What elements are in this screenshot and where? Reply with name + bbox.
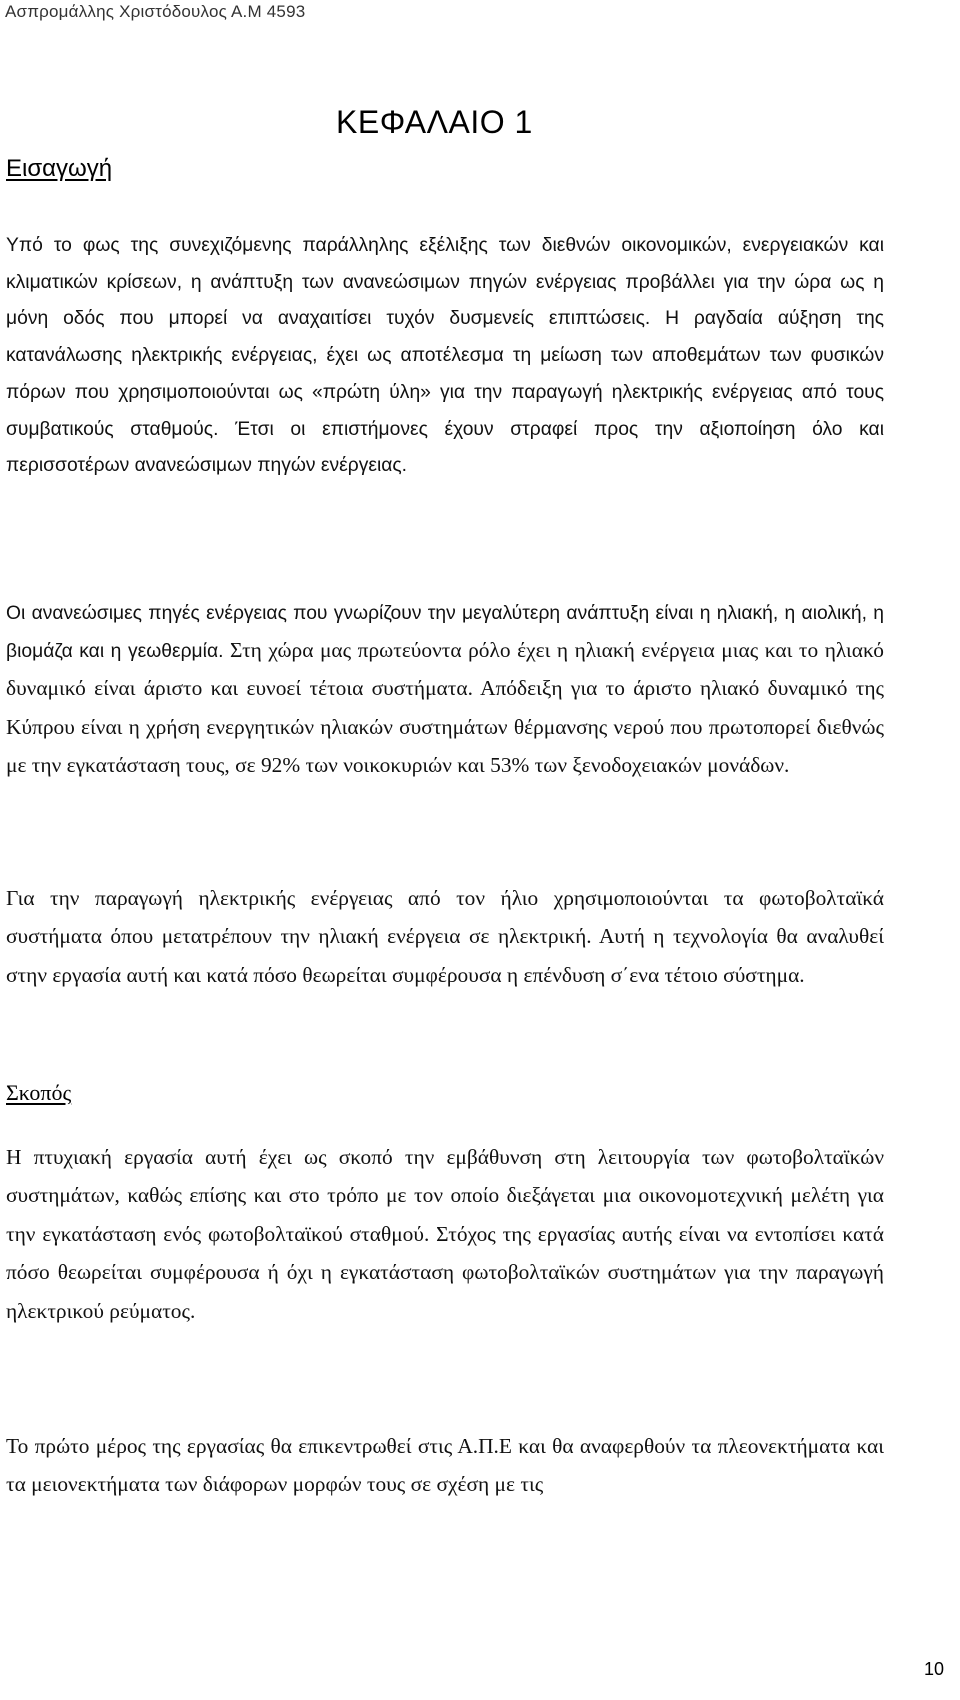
- section-heading-aim: Σκοπός: [6, 1080, 72, 1105]
- paragraph-intro-1: Υπό το φως της συνεχιζόμενης παράλληλης εξέλιξης των διεθνών οικονομικών, ενεργειακών και κλιματικών κρίσεων, η ανάπτυξη των ανανεώσιμων πηγών ενέργειας προβάλλει για την ώρα ως η μόνη οδός που μπορεί να αναχαιτίσει τυχόν δυσμενείς επιπτώσεις. Η ραγδαία αύξηση της κατανάλωσης ηλεκτρικής ενέργειας, έχει ως αποτέλεσμα τη μείωση των αποθεμάτων των φυσικών πόρων που χρησιμοποιούνται ως «πρώτη ύλη» για την παραγωγή ηλεκτρικής ενέργειας από τους συμβατικούς σταθμούς. Έτσι οι επιστήμονες έχουν στραφεί προς την αξιοποίηση όλο και περισσοτέρων ανανεώσιμων πηγών ενέργειας.: [6, 235, 884, 477]
- chapter-title: ΚΕΦΑΛΑΙΟ 1: [336, 104, 533, 140]
- paragraph-aim-1: Η πτυχιακή εργασία αυτή έχει ως σκοπό την εμβάθυνση στη λειτουργία των φωτοβολταϊκών συστημάτων, καθώς επίσης και στο τρόπο με τον οποίο διεξάγεται μια οικονομοτεχνική μελέτη για την εγκατάσταση ενός φωτοβολταϊκού σταθμού. Στόχος της εργασίας αυτής είναι να εντοπίσει κατά πόσο θεωρείται συμφέρουσα ή όχι η εγκατάσταση φωτοβολταϊκών συστημάτων για την παραγωγή ηλεκτρικού ρεύματος.: [6, 1145, 884, 1323]
- paragraph-intro-2-part-b: Στη χώρα μας πρωτεύοντα ρόλο έχει η ηλιακή ενέργεια μιας και το ηλιακό δυναμικό είναι άριστο και ευνοεί τέτοια συστήματα. Απόδειξη για το άριστο ηλιακό δυναμικό της Κύπρου είναι η χρήση ενεργητικών ηλιακών συστημάτων θέρμανσης νερού που πρωτοπορεί διεθνώς με την εγκατάσταση τους, σε 92% των νοικοκυριών και 53% των ξενοδοχειακών μονάδων.: [6, 638, 884, 777]
- author-header: Ασπρομάλλης Χριστόδουλος Α.Μ 4593: [5, 2, 306, 21]
- paragraph-aim-2: Το πρώτο μέρος της εργασίας θα επικεντρωθεί στις Α.Π.Ε και θα αναφερθούν τα πλεονεκτήματα και τα μειονεκτήματα των διάφορων μορφών τους σε σχέση με τις: [6, 1434, 884, 1497]
- paragraph-intro-2: [6, 595, 884, 785]
- section-heading-introduction: Εισαγωγή: [6, 155, 113, 182]
- paragraph-intro-3: Για την παραγωγή ηλεκτρικής ενέργειας από τον ήλιο χρησιμοποιούνται τα φωτοβολταϊκά συστήματα όπου μετατρέπουν την ηλιακή ενέργεια σε ηλεκτρική. Αυτή η τεχνολογία θα αναλυθεί στην εργασία αυτή και κατά πόσο θεωρείται συμφέρουσα η επένδυση σ΄ενα τέτοιο σύστημα.: [6, 886, 884, 987]
- paragraph-intro-2-part-a: Οι ανανεώσιμες πηγές ενέργειας που γνωρίζουν την μεγαλύτερη ανάπτυξη είναι η ηλιακή, η αιολική, η βιομάζα και η γεωθερμία.: [6, 603, 884, 663]
- page-number: 10: [923, 1659, 944, 1679]
